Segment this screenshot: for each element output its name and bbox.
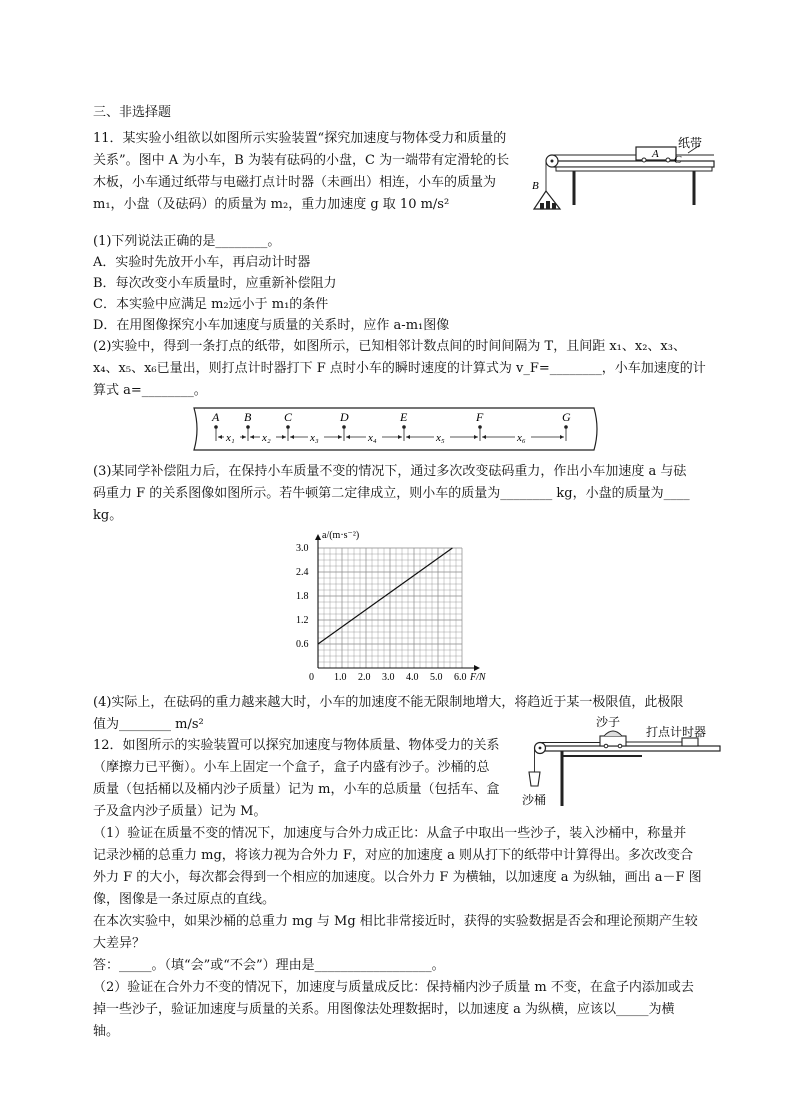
sand-label: 沙子 — [596, 715, 621, 729]
tape-point-label: B — [244, 410, 252, 424]
sand-pile — [604, 731, 622, 736]
x-tick-label: 5.0 — [430, 672, 443, 680]
timer-icon — [682, 738, 698, 746]
tape-point-label: F — [476, 410, 484, 424]
y-tick-label: 0.6 — [296, 639, 309, 650]
tape-point-label: G — [562, 410, 571, 424]
q12-stem-line-4: 子及盒内沙子质量）记为 M。 — [93, 804, 267, 819]
q12-p2-line-3: 轴。 — [93, 1024, 120, 1039]
q12-p2-line-1: （2）验证在合外力不变的情况下，加速度与质量成反比：保持桶内沙子质量 m 不变，在盒子内添加或去 — [93, 980, 694, 995]
x-tick-label: 4.0 — [406, 672, 419, 680]
q11-apparatus-figure — [528, 133, 718, 215]
q12-apparatus-figure — [522, 714, 722, 810]
y-tick-label: 2.4 — [296, 567, 309, 578]
x-tick-label: 3.0 — [382, 672, 395, 680]
gap-label: x₃ — [310, 432, 319, 444]
q11-p4-line-2: 值为________ m/s² — [93, 717, 204, 732]
x-tick-label: 6.0 — [454, 672, 467, 680]
q12-p1-line-6: 大差异？ — [93, 936, 146, 951]
q11-p1-stem: (1)下列说法正确的是________。 — [93, 234, 281, 249]
y-axis-label: a/(m·s⁻²) — [322, 530, 360, 541]
q11-stem-line-4: m₁，小盘（及砝码）的质量为 m₂，重力加速度 g 取 10 m/s² — [93, 197, 450, 212]
y-tick-label: 3.0 — [296, 543, 309, 554]
track — [542, 746, 720, 751]
q11-p2-line-3: 算式 a=________。 — [93, 383, 207, 398]
gap-label: x₄ — [368, 432, 377, 444]
q12-p1-line-5: 在本次实验中，如果沙桶的总重力 mg 与 Mg 相比非常接近时，获得的实验数据是否会和理论预期产生较 — [93, 914, 698, 929]
q11-p2-line-2: x₄、x₅、x₆已量出，则打点计时器打下 F 点时小车的瞬时速度的计算式为 v_F=________，小车加速度的计 — [93, 361, 706, 376]
q11-option-a: A．实验时先放开小车，再启动计时器 — [93, 255, 311, 270]
q11-option-b: B．每次改变小车质量时，应重新补偿阻力 — [93, 276, 337, 291]
cart — [600, 736, 626, 746]
label-c: C — [674, 154, 682, 166]
y-axis-arrow — [315, 534, 321, 540]
section-heading: 三、非选择题 — [93, 105, 172, 120]
tape-point-label: E — [400, 410, 408, 424]
q12-p1-line-4: 像，图像是一条过原点的直线。 — [93, 892, 276, 907]
q11-p3-line-2: 码重力 F 的关系图像如图所示。若牛顿第二定律成立，则小车的质量为________ kg，小盘的质量为____ — [93, 486, 690, 501]
tape-point-label: A — [212, 410, 220, 424]
bucket-label: 沙桶 — [522, 793, 547, 807]
q11-stem-line-1: 11．某实验小组欲以如图所示实验装置“探究加速度与物体受力和质量的 — [93, 131, 507, 146]
x-tick-label: 2.0 — [358, 672, 371, 680]
tape-point-label: C — [284, 410, 293, 424]
x-tick-label: 1.0 — [334, 672, 347, 680]
q11-p3-line-3: kg。 — [93, 508, 123, 523]
q11-option-d: D．在用图像探究小车加速度与质量的关系时，应作 a-m₁图像 — [93, 318, 450, 333]
q11-p3-line-1: (3)某同学补偿阻力后，在保持小车质量不变的情况下，通过多次改变砝码重力，作出小车加速度 a 与砝 — [93, 464, 687, 479]
tape-outline — [194, 408, 597, 450]
q11-stem-line-3: 木板，小车通过纸带与电磁打点计时器（未画出）相连，小车的质量为 — [93, 175, 497, 190]
q11-option-c: C．本实验中应满足 m₂远小于 m₁的条件 — [93, 297, 329, 312]
table-top — [556, 167, 712, 171]
tape-label: 纸带 — [678, 136, 703, 150]
gap-label: x₂ — [262, 432, 271, 444]
label-b: B — [532, 180, 539, 192]
q12-p1-line-1: （1）验证在质量不变的情况下，加速度与合外力成正比：从盒子中取出一些沙子，装入沙桶中，称量并 — [93, 826, 687, 841]
a-f-chart — [286, 528, 506, 680]
q12-p1-line-2: 记录沙桶的总重力 mg，将该力视为合外力 F，对应的加速度 a 则从打下的纸带中计算得出。多次改变合 — [93, 848, 693, 863]
q11-stem-line-2: 关系”。图中 A 为小车，B 为装有砝码的小盘，C 为一端带有定滑轮的长 — [93, 153, 510, 168]
y-tick-label: 1.8 — [296, 591, 309, 602]
sand-bucket-icon — [529, 772, 540, 786]
q12-stem-line-3: 质量（包括桶以及桶内沙子质量）记为 m，小车的总质量（包括车、盒 — [93, 782, 500, 797]
gap-label: x₁ — [226, 432, 235, 444]
gap-label: x₅ — [436, 432, 445, 444]
q12-p1-line-3: 外力 F 的大小，每次都会得到一个相应的加速度。以合外力 F 为横轴，以加速度 a 为纵轴，画出 a－F 图 — [93, 870, 702, 885]
q12-answer-line: 答：_____。（填“会”或“不会”）理由是__________________。 — [93, 958, 445, 973]
x-axis-label: F/N — [470, 672, 486, 680]
q11-p4-line-1: (4)实际上，在砝码的重力越来越大时，小车的加速度不能无限制地增大，将趋近于某一极限值，此极限 — [93, 695, 684, 710]
paper-tape-figure — [190, 404, 602, 454]
q11-p2-line-1: (2)实验中，得到一条打点的纸带，如图所示，已知相邻计数点间的时间间隔为 T，且间距 x₁、x₂、x₃、 — [93, 339, 686, 354]
origin-label: 0 — [309, 672, 314, 680]
q12-stem-line-2: （摩擦力已平衡）。小车上固定一个盒子，盒子内盛有沙子。沙桶的总 — [93, 760, 490, 775]
q12-p2-line-2: 掉一些沙子，验证加速度与质量的关系。用图像法处理数据时，以加速度 a 为纵横，应该以_____为横 — [93, 1002, 675, 1017]
gap-label: x₆ — [517, 432, 526, 444]
q12-stem-line-1: 12．如图所示的实验装置可以探究加速度与物体质量、物体受力的关系 — [93, 738, 500, 753]
long-board — [554, 161, 714, 167]
y-tick-label: 1.2 — [296, 615, 309, 626]
x-axis-arrow — [474, 665, 480, 671]
tape-point-label: D — [340, 410, 349, 424]
label-a: A — [652, 148, 659, 160]
timer-label: 打点计时器 — [646, 725, 707, 739]
